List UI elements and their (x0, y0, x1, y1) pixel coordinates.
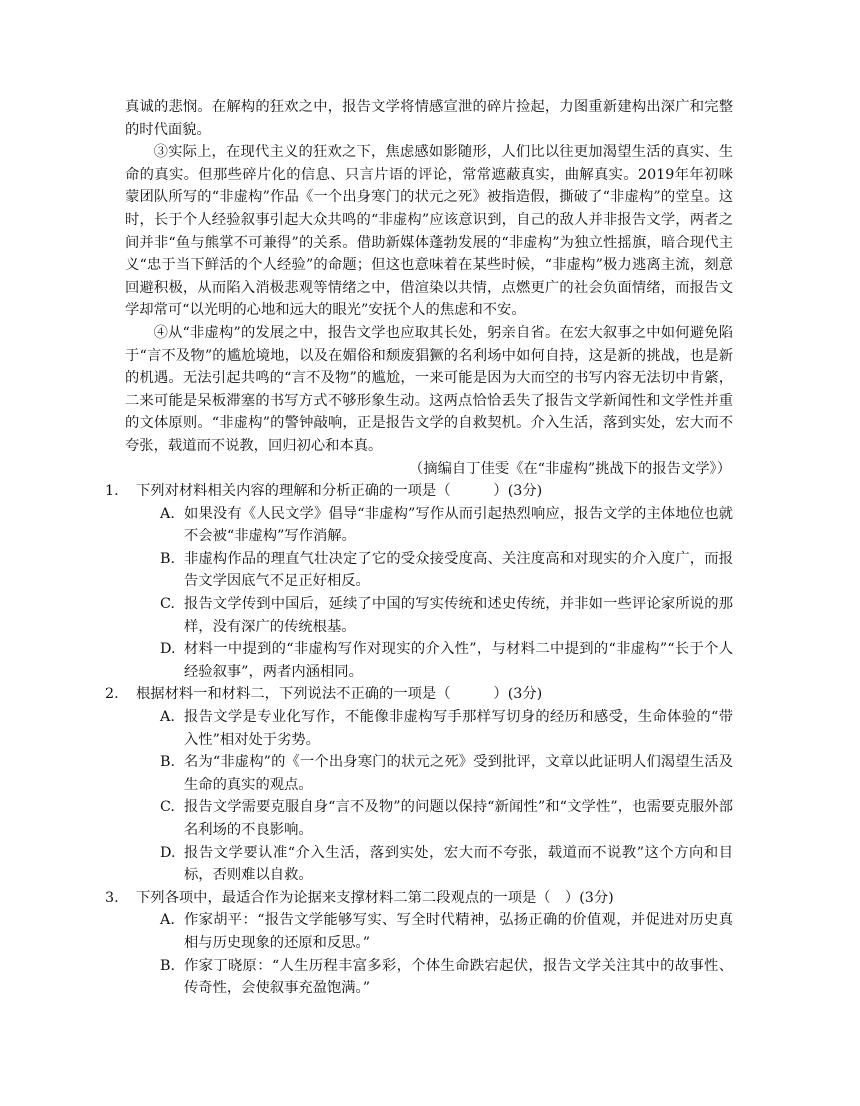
option-letter: D. (160, 844, 176, 861)
option-a (161, 503, 733, 548)
option-text: 如果没有《人民文学》倡导“非虚构”写作从而引起热烈响应，报告文学的主体地位也就不会被“非虚构”写作消解。 (184, 505, 733, 545)
option-a (161, 909, 733, 954)
option-letter: B. (160, 957, 176, 974)
question-number: 1. (105, 483, 119, 500)
option-letter: C. (160, 799, 175, 816)
option-text: 报告文学需要克服自身“言不及物”的问题以保持“新闻性”和“文学性”，也需要克服外部名利场的不良影响。 (184, 799, 733, 838)
option-letter: D. (160, 641, 176, 658)
question-stem: 下列各项中，最适合作为论据来支撑材料二第二段观点的一项是（ ）(3分) (136, 889, 614, 906)
option-d (161, 638, 733, 683)
option-text: 报告文学传到中国后，延续了中国的写实传统和述史传统，并非如一些评论家所说的那样，没有深广的传统根基。 (184, 596, 733, 635)
question-number: 3. (105, 889, 119, 906)
option-letter: B. (160, 550, 176, 567)
option-b (161, 751, 733, 796)
option-letter: A. (160, 505, 175, 522)
exam-page (105, 96, 733, 1000)
option-a (161, 706, 733, 751)
option-b (161, 955, 733, 1000)
reading-passage (125, 96, 733, 480)
question-stem: 下列对材料相关内容的理解和分析正确的一项是（ ）(3分) (136, 483, 543, 500)
option-text: 名为“非虚构”的《一个出身寒门的状元之死》受到批评，文章以此证明人们渴望生活及生命的真实的观点。 (184, 754, 733, 793)
option-c (161, 593, 733, 638)
question-2 (105, 683, 733, 886)
option-letter: B. (160, 754, 176, 771)
option-d (161, 842, 733, 887)
passage-source: （摘编自丁佳雯《在“非虚构”挑战下的报告文学》） (409, 460, 731, 477)
option-b (161, 548, 733, 593)
passage-paragraph: ④从“非虚构”的发展之中，报告文学也应取其长处，躬亲自省。在宏大叙事之中如何避免陷于“言不及物”的尴尬境地，以及在媚俗和颓废猖獗的名利场中如何自持，这是新的挑战，也是新的机遇。无法引起共鸣的“言不及物”的尴尬，一来可能是因为大而空的书写内容无法切中肯綮，二来可能是呆板滞塞的书写方式不够形象生动。这两点恰恰丢失了报告文学新闻性和文学性并重的文体原则。“非虚构”的警钟敲响，正是报告文学的自救契机。介入生活，落到实处，宏大而不夸张，载道而不说教，回归初心和本真。 (125, 324, 733, 454)
question-1 (105, 480, 733, 683)
option-letter: A. (160, 912, 175, 929)
option-letter: C. (160, 596, 175, 613)
question-number: 2. (105, 686, 119, 703)
option-text: 作家胡平：“报告文学能够写实、写全时代精神，弘扬正确的价值观，并促进对历史真相与历史现象的还原和反思。” (184, 912, 733, 951)
option-c (161, 796, 733, 841)
option-letter: A. (160, 709, 175, 726)
option-text: 作家丁晓原：“人生历程丰富多彩，个体生命跌宕起伏，报告文学关注其中的故事性、传奇性，会使叙事充盈饱满。” (184, 957, 733, 997)
option-text: 非虚构作品的理直气壮决定了它的受众接受度高、关注度高和对现实的介入度广，而报告文学因底气不足正好相反。 (184, 550, 733, 590)
option-text: 报告文学要认准“介入生活，落到实处，宏大而不夸张，载道而不说教”这个方向和目标，否则难以自救。 (184, 844, 733, 884)
passage-paragraph: 真诚的悲悯。在解构的狂欢之中，报告文学将情感宣泄的碎片捡起，力图重新建构出深广和完整的时代面貌。 (125, 99, 733, 138)
question-3 (105, 887, 733, 1000)
question-stem: 根据材料一和材料二，下列说法不正确的一项是（ ）(3分) (136, 686, 543, 703)
option-text: 报告文学是专业化写作，不能像非虚构写手那样写切身的经历和感受，生命体验的“带入性”相对处于劣势。 (184, 709, 733, 748)
option-text: 材料一中提到的“非虚构写作对现实的介入性”，与材料二中提到的“非虚构”“长于个人经验叙事”，两者内涵相同。 (184, 641, 733, 680)
passage-paragraph: ③实际上，在现代主义的狂欢之下，焦虑感如影随形，人们比以往更加渴望生活的真实、生命的真实。但那些碎片化的信息、只言片语的评论，常常遮蔽真实，曲解真实。2019年年初咪蒙团队所写的“非虚构”作品《一个出身寒门的状元之死》被指造假，撕破了“非虚构”的堂皇。这时，长于个人经验叙事引起大众共鸣的“非虚构”应该意识到，自己的敌人并非报告文学，两者之间并非“鱼与熊掌不可兼得”的关系。借助新媒体蓬勃发展的“非虚构”为独立性摇旗，暗合现代主义“忠于当下鲜活的个人经验”的命题；但这也意味着在某些时候，“非虚构”极力逃离主流，刻意回避积极，从而陷入消极悲观等情绪之中，借渲染以共情，点燃更广的社会负面情绪，而报告文学却常可“以光明的心地和远大的眼光”安抚个人的焦虑和不安。 (125, 144, 733, 319)
